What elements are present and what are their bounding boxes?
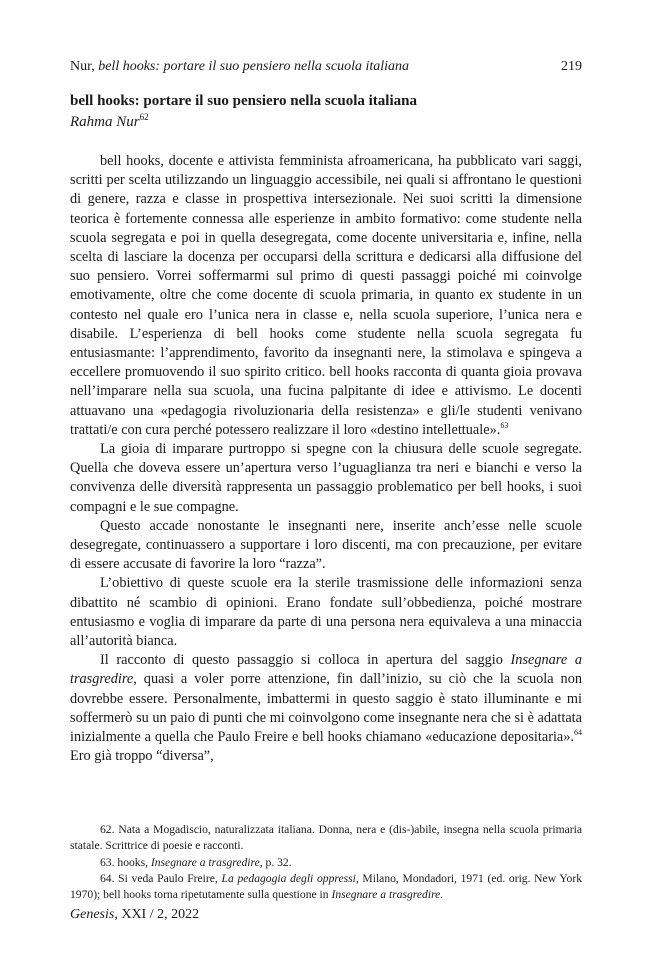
paragraph-5-end: Ero già troppo “diversa”, [70,748,214,765]
journal-name: Genesis [70,907,115,922]
article-body [70,152,582,767]
paragraph-5-start: Il racconto di questo passaggio si colloca in apertura del saggio [100,652,511,669]
paragraph-3: Questo accade nonostante le insegnanti nere, inserite anch’esse nelle scuole desegregate, continuassero a supportare i loro discenti, ma con precauzione, per evitare di essere accusate di favorire la loro “razza”. [70,517,582,573]
footnote-63 [70,855,582,871]
footnote-64-details: , Milano, Mondadori, 1971 (ed. orig. New York 1970); bell hooks torna ripetutamente sulla questione in [70,871,583,902]
paragraph-2: La gioia di imparare purtroppo si spegne con la chiusura delle scuole segregate. Quella che doveva essere un’apertura verso l’uguaglianza tra neri e bianchi e verso la convivenza delle diversità rappresenta un passaggio problematico per bell hooks, i suoi compagni e le sue compagne. [70,441,582,515]
page-number: 219 [561,59,582,74]
running-head-title: bell hooks: portare il suo pensiero nella scuola italiana [98,59,410,74]
paragraph-5-mid: , quasi a voler porre attenzione, fin dall’inizio, su ciò che la scuola non dovrebbe essere. Personalmente, imbattermi in questo saggio è stato illuminante e mi soffermerò su un paio di punti che mi coinvolgono come insegnante nera che si è adattata inizialmente a quella che Paulo Freire e bell hooks chiamano «educazione depositaria». [70,671,582,746]
author-footnote-ref: 62 [139,112,149,122]
paragraph-5 [70,651,582,766]
article-author [70,112,582,132]
book-title: Insegnare a trasgredire [70,652,582,688]
paragraph-1 [70,152,582,440]
journal-issue: , XXI / 2, 2022 [114,907,200,922]
footnote-62: 62. Nata a Mogadiscio, naturalizzata italiana. Donna, nera e (dis-)abile, insegna nella scuola primaria statale. Scrittrice di poesie e racconti. [70,823,582,853]
page-footer [70,906,582,924]
running-head [70,58,582,76]
paragraph-1-text: bell hooks, docente e attivista femminista afroamericana, ha pubblicato vari saggi, scritti per scelta utilizzando un linguaggio accessibile, nei quali si affrontano le questioni di genere, razza e classe in prospettiva intersezionale. Nei suoi scritti la dimensione teorica è fortemente connessa alle esperienze in ambito formativo: come studente nella scuola segregata e poi in quella desegregata, come docente universitaria e, infine, nella scelta di lasciare la docenza per occuparsi della scrittura e dedicarsi alla diffusione del suo pensiero. Vorrei soffermarmi sul primo di questi passaggi poiché mi coinvolge emotivamente, oltre che come docente di scuola primaria, in quanto ex studente in un contesto nel quale ero l’unica nera in classe e, nella scuola superiore, l’unica nera e disabile. L’esperienza di bell hooks come studente nella scuola segregata fu entusiasmante: l’apprendimento, favorito da insegnanti nere, la stimolava e spingeva a eccellere promuovendo il suo spirito critico. bell hooks racconta di quanta gioia provava nell’imparare nella sua scuola, una fucina palpitante di idee e attivismo. Le docenti attuavano una «pedagogia rivoluzionaria della resistenza» e gli/le studenti venivano trattati/e con cura perché potessero realizzare il loro «destino intellettuale». [70,153,582,438]
footnote-63-page: , p. 32. [259,855,292,869]
footnote-ref-64: 64 [574,728,582,738]
footnote-64-title: La pedagogia degli oppressi [221,871,356,885]
footnote-64-text: 64. Si veda Paulo Freire, [100,871,222,885]
author-name: Rahma Nur [70,114,140,130]
footnote-ref-63: 63 [500,421,509,431]
footnote-63-title: Insegnare a trasgredire [150,855,260,869]
footnote-64 [70,871,582,904]
footnote-64-title-2: Insegnare a trasgredire. [331,888,444,902]
article-title: bell hooks: portare il suo pensiero nella scuola italiana [70,93,417,109]
footnotes [70,822,582,903]
footnote-63-text: 63. hooks, [100,855,151,869]
paragraph-4: L’obiettivo di queste scuole era la sterile trasmissione delle informazioni senza dibattito né scambio di opinioni. Erano fondate sull’obbedienza, poiché mostrare entusiasmo e voglia di imparare da parte di una persona nera equivaleva a una minaccia all’autorità bianca. [70,575,582,650]
running-head-author: Nur, [70,59,99,74]
